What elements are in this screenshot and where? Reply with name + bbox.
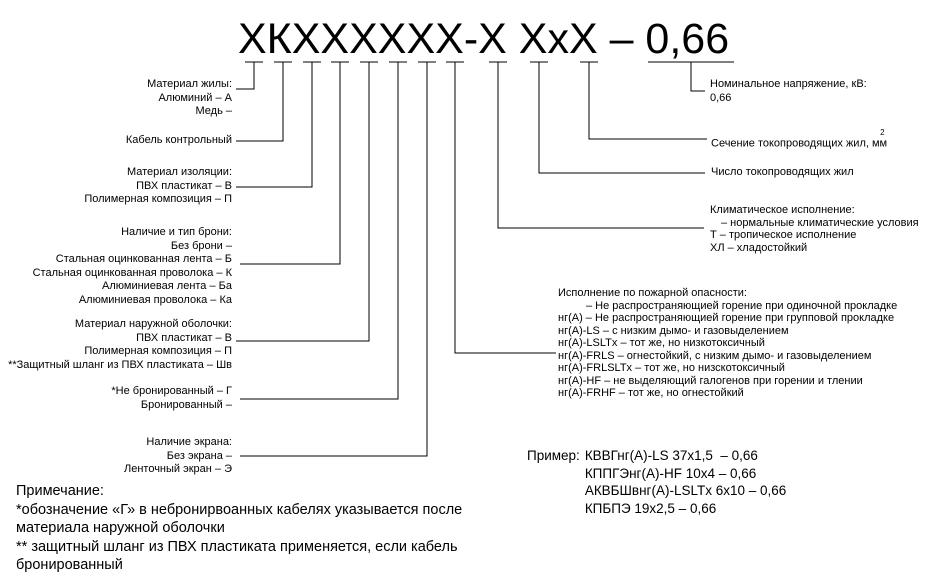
label-line: Наличие экрана: [146,436,232,448]
screen-labels [124,436,232,477]
label-line: Кабель контрольный [125,134,232,146]
label-line: Номинальное напряжение, кВ: [710,78,867,90]
connector-fire [455,62,556,353]
label-line: Полимерная композиция – П [84,193,232,205]
insulation-labels [84,166,232,207]
note-line: Примечание: [16,483,104,499]
label-line: – Не распространяющией горение при одиночной прокладке [586,299,898,312]
label-line: Полимерная композиция – П [84,345,232,357]
label-line: нг(А)-FRLSLTx – тот же, но низскотоксичный [558,362,785,374]
connector-sheath [236,62,369,341]
label-line: Материал изоляции: [126,166,232,178]
cross-section-sup: 2 [880,128,885,137]
cross-section-label [711,128,888,151]
marking-code: ХКХХХХХХ-Х ХхХ – 0,66 [238,15,730,63]
core-material-labels [147,78,232,119]
note-line: материала наружной оболочки [16,520,225,537]
note-block [16,482,462,575]
label-line: Материал жилы: [147,78,232,90]
connector-core-count [539,62,705,173]
sheath-labels [8,318,232,372]
label-line: Алюминий – А [158,91,232,104]
label-line: нг(А)-HF – не выделяющий галогенов при горении и тлении [558,374,863,387]
label-line: Стальная оцинкованная проволока – К [32,266,232,279]
example-lines [585,447,786,517]
label-line: *Не бронированный – Г [111,385,232,397]
label-line: Наличие и тип брони: [121,226,232,238]
connector-climate [498,62,704,228]
climate-labels [710,204,919,254]
label-line: Алюминиевая проволока – Ка [78,293,232,306]
example-label: Пример: [527,448,580,463]
label-line: нг(А) – Не распространяющией горение при групповой прокладке [558,312,895,324]
example-line: КППГЭнг(А)-HF 10х4 – 0,66 [584,465,757,481]
armor-presence-labels [111,385,232,412]
label-line: – нормальные климатические условия [721,216,919,229]
label-line: Климатическое исполнение: [710,204,855,216]
label-line: нг(А)-LS – с низким дымо- и газовыделением [558,324,789,337]
armor-labels [33,226,232,307]
cross-section-text: Сечение токопроводящих жил, мм [711,137,888,150]
example-line: АКВБШвнг(А)-LSLTx 6х10 – 0,66 [584,483,787,498]
label-line: Медь – [195,105,232,117]
control-cable-label [126,134,232,148]
core-count-label: Число токопроводящих жил [711,166,854,178]
note-line: бронированный [16,557,123,574]
label-line: Алюминиевая лента – Ба [102,280,232,292]
label-line: Бронированный – [140,398,232,411]
label-line: **Защитный шланг из ПВХ пластиката – Шв [8,358,232,371]
label-line: Исполнение по пожарной опасности: [558,287,747,299]
label-line: Ленточный экран – Э [124,463,232,475]
connector-cross-section [589,62,707,139]
label-line: ПВХ пластикат – В [136,331,232,344]
label-line: Стальная оцинкованная лента – Б [55,253,232,265]
example-block [527,447,786,517]
connector-insulation [236,62,312,187]
label-line: ХЛ – хладостойкий [710,241,808,254]
example-line: КПБПЭ 19х2,5 – 0,66 [584,500,717,516]
fire-performance-labels [558,287,897,400]
note-line: ** защитный шланг из ПВХ пластиката применяется, если кабель [16,538,458,555]
label-line: нг(А)-FRHF – тот же, но огнестойкий [558,387,744,399]
connector-screen [240,62,427,456]
label-line: Без экрана – [166,449,232,462]
label-line: нг(А)-FRLS – огнестойкий, с низким дымо- и газовыделением [558,349,872,362]
label-line: нг(А)-LSLTx – тот же, но низкотоксичный [558,337,765,349]
voltage-labels [710,78,867,105]
connector-voltage [691,62,705,91]
example-line: КВВГнг(А)-LS 37х1,5 – 0,66 [584,448,758,463]
note-line: *обозначение «Г» в небронирвоанных кабелях указывается после [16,501,463,518]
label-line: Без брони – [170,239,232,252]
label-line: 0,66 [710,91,732,104]
label-line: ПВХ пластикат – В [136,179,232,192]
connector-control-cable [236,62,283,141]
connector-armor [240,62,340,264]
label-line: Материал наружной оболочки: [74,318,232,330]
connector-armored [240,62,398,399]
connector-core-material [236,62,254,89]
label-line: Т – тропическое исполнение [710,229,857,241]
